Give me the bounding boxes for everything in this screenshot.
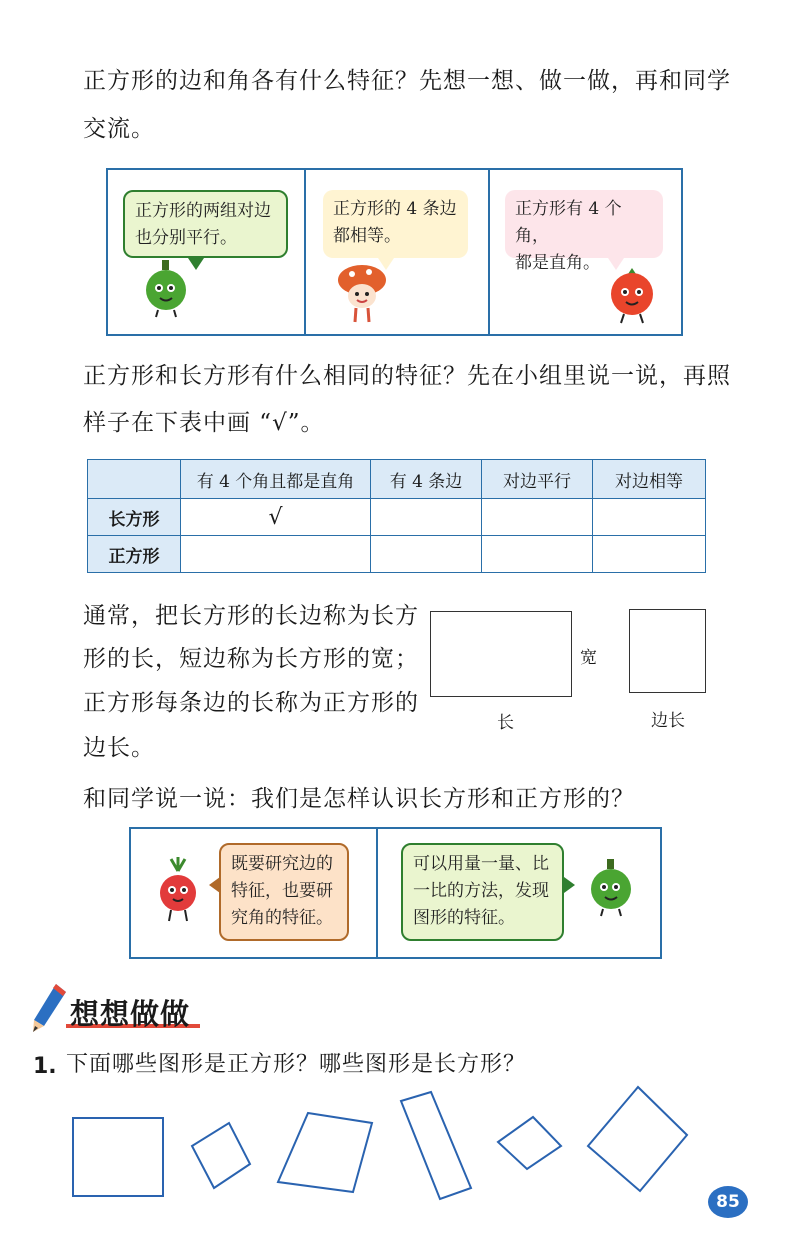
page-number-badge: 85 [708,1186,748,1218]
table-row [88,499,706,536]
row-label: 正方形 [88,536,181,573]
table-cell[interactable] [181,536,371,573]
bubble-text: 一比的方法，发现 [413,881,549,901]
table-cell[interactable]: √ [181,499,371,536]
table-cell[interactable] [371,536,482,573]
pepper-character-icon [583,857,639,917]
panel-divider [488,170,490,334]
table-header-cell [88,460,181,499]
bubble-text: 也分别平行。 [135,228,237,248]
width-label: 宽 [580,648,597,668]
side-length-label: 边长 [651,711,685,731]
panel-divider [376,829,378,957]
table-header-row [88,460,706,499]
paragraph-4: 和同学说一说：我们是怎样认识长方形和正方形的？ [83,786,635,812]
shape-rectangle-tilted-4[interactable] [401,1092,471,1199]
speech-bubble-measure-compare [401,843,564,941]
table-row [88,536,706,573]
table-cell[interactable] [593,536,706,573]
shapes-row [60,1085,710,1205]
section-title: 想想做做 [70,997,191,1031]
bubble-tail [564,877,575,893]
shape-rectangle-1[interactable] [73,1118,163,1196]
question-text: 下面哪些图形是正方形？哪些图形是长方形？ [66,1052,527,1077]
pencil-icon [30,982,70,1034]
table-cell[interactable] [593,499,706,536]
table-header-cell: 对边平行 [482,460,593,499]
rectangle-figure [430,611,572,697]
paragraph-1-line-1: 正方形的边和角各有什么特征？先想一想、做一做，再和同学 [83,68,731,94]
shape-square-rotated-1[interactable] [192,1123,250,1188]
bubble-text: 正方形有 4 个角， [515,199,622,246]
tomato-character-icon [604,262,660,324]
paragraph-1-line-2: 交流。 [83,116,155,142]
radish-character-icon [153,857,203,923]
shape-square-rotated-6[interactable] [588,1087,687,1191]
speech-bubble-study-sides-angles [219,843,349,941]
pepper-character-icon [138,258,194,318]
bubble-text: 正方形的 4 条边 [333,199,457,219]
bubble-text: 究角的特征。 [231,908,333,928]
panel-divider [304,170,306,334]
table-cell[interactable] [482,536,593,573]
row-label: 长方形 [88,499,181,536]
dialogue-panel-1 [106,168,683,336]
paragraph-3-line-2: 形的长，短边称为长方形的宽； [83,646,419,672]
bubble-text: 既要研究边的 [231,854,333,874]
table-header-cell: 有 4 个角且都是直角 [181,460,371,499]
table-header-cell: 有 4 条边 [371,460,482,499]
speech-bubble-right-angles [505,190,663,273]
paragraph-3-line-1: 通常，把长方形的长边称为长方 [83,603,419,629]
question-number: 1. [33,1054,57,1079]
comparison-table [87,459,706,573]
shape-quadrilateral-3[interactable] [278,1113,372,1192]
speech-bubble-parallel [123,190,288,258]
mushroom-character-icon [334,262,390,324]
bubble-text: 可以用量一量、比 [413,854,549,874]
bubble-text: 特征，也要研 [231,881,333,901]
shape-square-rotated-5[interactable] [498,1117,561,1169]
square-figure [629,609,706,693]
bubble-text: 图形的特征。 [413,908,515,928]
paragraph-2-line-2: 样子在下表中画 “√”。 [83,410,325,436]
bubble-tail [209,877,220,893]
table-cell[interactable] [371,499,482,536]
table-header-cell: 对边相等 [593,460,706,499]
bubble-text: 都相等。 [333,226,401,246]
length-label: 长 [497,713,514,733]
bubble-text: 都是直角。 [515,253,600,273]
bubble-text: 正方形的两组对边 [135,201,271,221]
paragraph-3-line-4: 边长。 [83,735,155,761]
paragraph-3-line-3: 正方形每条边的长称为正方形的 [83,690,419,716]
speech-bubble-equal-sides [323,190,468,258]
paragraph-2-line-1: 正方形和长方形有什么相同的特征？先在小组里说一说，再照 [83,363,731,389]
dialogue-panel-2 [129,827,662,959]
table-cell[interactable] [482,499,593,536]
